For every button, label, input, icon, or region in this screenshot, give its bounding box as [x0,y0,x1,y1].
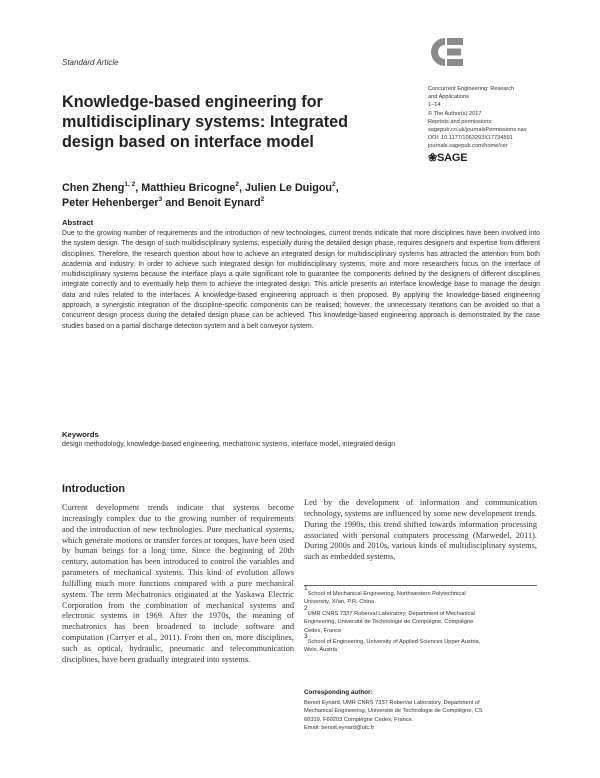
footnote-line: School of Engineering, University of Applied Sciences Upper Austria, [307,639,481,646]
paper-title [62,92,402,152]
footnote-number: 3 [304,633,308,641]
email-link[interactable]: Email: benoit.eynard@utc.fr [304,725,375,732]
footnote-number: 2 [304,604,308,612]
abstract-body: Due to the growing number of requirements and the introduction of new technologies, current trends indicate that more disciplines have been involved into the system design. The design of such multidisciplinary systems, especially during the detailed design phase, requires designers and expertise from different disciplines. Therefore, the research question about how to achieve an integrated design for multidisciplinary systems has attracted the attention from both academia and industry. In order to achieve such integrated design for multidisciplinary systems, more and more researchers focus on the interface of multidisciplinary systems because the interface plays a quite significant role to guarantee the components defined by the designers of different disciplines integrate correctly and to eventually help them to achieve the integrated design. This article presents an interface knowledge base to manage the design data and rules related to the interfaces. A knowledge-based engineering approach is then proposed. By applying the knowledge-based engineering approach, a synergistic integration of the discipline-specific components can be realised; however, the unnecessary iterations can be avoided so that a concurrent design process during the detailed design phase can be achieved. This knowledge-based engineering approach is demonstrated by the case studies based on a partial discharge detection system and a belt conveyor system. [62,230,540,330]
footnote-line: School of Mechanical Engineering, Northwestern Polytechnical [307,591,466,597]
author-name: Chen Zheng [62,182,125,194]
footnote [304,633,537,655]
footnote-line: Cedex, France [304,627,342,634]
author-affiliation: 2 [260,196,265,203]
publisher-name: SAGE [437,152,468,164]
author-affiliation: 1, 2 [124,181,136,188]
footnote-line: Engineering, Université de Technologie de Compiègne, Compiègne [304,619,474,626]
corresponding-author-heading: Corresponding author: [304,689,373,696]
author-separator: , [135,182,142,194]
corresponding-line: Mechanical Engineering, Université de Technologie de Compiègne, CS [304,708,483,715]
author-affiliation: 2 [332,181,336,188]
author-name: Julien Le Duigou [245,182,333,194]
journal-info-line: DOI: 10.1177/1063293X17734591 [428,135,513,142]
footnote-line: University, Xi'an, P.R. China [304,599,375,606]
introduction-left-column: Current development trends indicate that systems become increasingly complex due to the growing number of requirements and the introduction of new technologies. Pure mechanical systems, which generate motions or transfer forces or torques, have been used by human beings for a long time. Since the beginning of 20th century, automation has been introduced to control the variables and parameters of mechanical systems. This kind of evolution allows fulfilling much more functions compared with a pure mechanical system. The term Mechatronics originated at the Yaskawa Electric Corporation from the combination of mechanical systems and electronic systems in 1969. After the 1970s, the meaning of mechatronics has been broadened to include software and computation (Carryer et al., 2011). From then on, more disciplines, such as optical, hydraulic, pneumatic and telecommunication disciplines, have been gradually integrated into systems. [62,503,294,664]
author-separator: and [162,197,188,209]
title-line: Knowledge-based engineering for [62,93,323,111]
author-name: Matthieu Bricogne [141,182,236,194]
journal-info-line: © The Author(s) 2017 [428,110,482,117]
corresponding-author-details [304,699,537,733]
author-affiliation: 3 [158,196,163,203]
footnote-line: Wels, Austria [304,647,338,654]
sage-leaf-icon: ❀ [428,152,438,164]
footnote-number: 1 [304,585,308,592]
author-separator: , [239,182,246,194]
footnote [304,604,537,635]
footnote-line: UMR CNRS 7337 Roberval Laboratory, Department of Mechanical [307,610,475,617]
footnote-divider [304,585,537,586]
publisher-logo [428,151,467,164]
journal-info-line: and Applications [428,94,469,101]
article-type-label: Standard Article [62,58,119,67]
title-line: multidisciplinary systems: Integrated [62,113,349,131]
journal-info-line: Concurrent Engineering: Research [428,86,515,92]
journal-logo [428,34,464,70]
author-affiliation: 2 [235,181,240,188]
author-name: Peter Hehenberger [62,197,159,209]
journal-info [428,85,578,151]
journal-info-line: journals.sagepub.com/home/cer [428,143,508,150]
author-list [62,181,339,211]
journal-info-line: sagepub.co.uk/journalsPermissions.nav [428,127,527,134]
introduction-heading: Introduction [62,483,125,495]
keywords-body: design methodology, knowledge-based engineering, mechatronic systems, interface model, integrated design [62,441,396,448]
abstract-heading: Abstract [62,218,94,227]
footnote [304,585,537,607]
title-line: design based on interface model [62,133,314,151]
corresponding-line: Benoit Eynard, UMR CNRS 7337 Roberval Laboratory, Department of [304,700,480,706]
keywords-heading: Keywords [62,430,99,439]
journal-info-line: Reprints and permissions: [428,118,493,125]
author-name: Benoit Eynard [187,197,261,209]
author-separator: , [335,182,339,194]
journal-info-line: 1–14 [428,102,441,109]
affiliation-footnotes [304,585,537,657]
introduction-right-column: Led by the development of information and communication technology, systems are influenced by some new development trends. During the 1990s, this trend shifted towards information processing associated with personal computers processing (Marwedel, 2011). During 2000s and 2010s, various kinds of multidisciplinary systems, such as embedded systems, [304,498,537,562]
corresponding-line: 60319, F60203 Compiègne Cedex, France. [304,716,414,723]
